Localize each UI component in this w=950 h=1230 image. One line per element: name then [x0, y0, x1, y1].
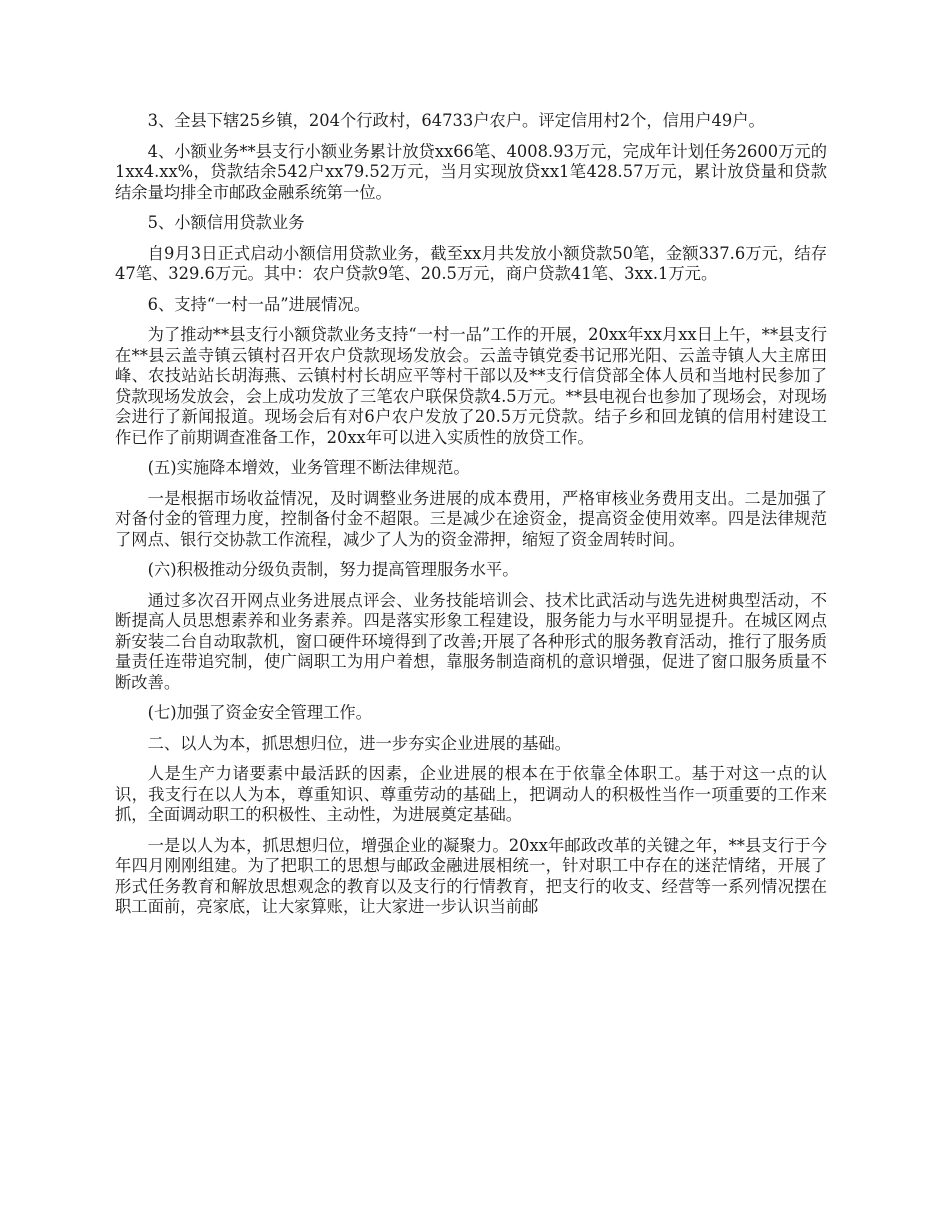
paragraph-10: 通过多次召开网点业务进展点评会、业务技能培训会、技术比武活动与选先进树典型活动，不断提高人员思想素养和业务素养。四是落实形象工程建设，服务能力与水平明显提升。在城区网点新安装二台自动取款机，窗口硬件环境得到了改善;开展了各种形式的服务教育活动，推行了服务质量责任连带追究制，使广阔职工为用户着想，靠服务制造商机的意识增强，促进了窗口服务质量不断改善。	[115, 590, 827, 692]
paragraph-4: 自9月3日正式启动小额信用贷款业务，截至xx月共发放小额贷款50笔，金额337.6万元，结存47笔、329.6万元。其中：农户贷款9笔、20.5万元，商户贷款41笔、3xx.1万元。	[115, 243, 827, 283]
paragraph-12: 二、以人为本，抓思想归位，进一步夯实企业进展的基础。	[147, 733, 571, 753]
paragraph-8: 一是根据市场收益情况，及时调整业务进展的成本费用，严格审核业务费用支出。二是加强了对备付金的管理力度，控制备付金不超限。三是减少在途资金，提高资金使用效率。四是法律规范了网点、银行交协款工作流程，减少了人为的资金滞押，缩短了资金周转时间。	[115, 488, 827, 549]
paragraph-1: 3、全县下辖25乡镇，204个行政村，64733户农户。评定信用村2个，信用户49户。	[147, 111, 765, 130]
paragraph-14: 一是以人为本，抓思想归位，增强企业的凝聚力。20xx年邮政改革的关键之年，**县支行于今年四月刚刚组建。为了把职工的思想与邮政金融进展相统一，针对职工中存在的迷茫情绪，开展了形式任务教育和解放思想观念的教育以及支行的行情教育，把支行的收支、经营等一系列情况摆在职工面前，亮家底，让大家算账，让大家进一步认识当前邮	[115, 835, 827, 916]
paragraph-7: (五)实施降本增效，业务管理不断法律规范。	[147, 458, 470, 477]
document-body	[115, 111, 827, 928]
paragraph-11: (七)加强了资金安全管理工作。	[147, 703, 372, 722]
paragraph-6: 为了推动**县支行小额贷款业务支持“一村一品”工作的开展，20xx年xx月xx日上午，**县支行在**县云盖寺镇云镇村召开农户贷款现场发放会。云盖寺镇党委书记邢光阳、云盖寺镇人大主席田峰、农技站站长胡海燕、云镇村村长胡应平等村干部以及**支行信贷部全体人员和当地村民参加了贷款现场发放会，会上成功发放了三笔农户联保贷款4.5万元。**县电视台也参加了现场会，对现场会进行了新闻报道。现场会后有对6户农户发放了20.5万元贷款。结子乡和回龙镇的信用村建设工作已作了前期调查准备工作，20xx年可以进入实质性的放贷工作。	[115, 325, 827, 447]
paragraph-3: 5、小额信用贷款业务	[147, 213, 305, 232]
paragraph-13: 人是生产力诸要素中最活跃的因素，企业进展的根本在于依靠全体职工。基于对这一点的认识，我支行在以人为本，尊重知识、尊重劳动的基础上，把调动人的积极性当作一项重要的工作来抓，全面调动职工的积极性、主动性，为进展奠定基础。	[115, 764, 827, 824]
paragraph-9: (六)积极推动分级负责制，努力提高管理服务水平。	[147, 560, 519, 579]
paragraph-2: 4、小额业务**县支行小额业务累计放贷xx66笔、4008.93万元，完成年计划任务2600万元的1xx4.xx%，贷款结余542户xx79.52万元，当月实现放贷xx1笔428.57万元，累计放贷量和贷款结余量均排全市邮政金融系统第一位。	[115, 141, 827, 202]
paragraph-5: 6、支持“一村一品”进展情况。	[147, 294, 370, 314]
